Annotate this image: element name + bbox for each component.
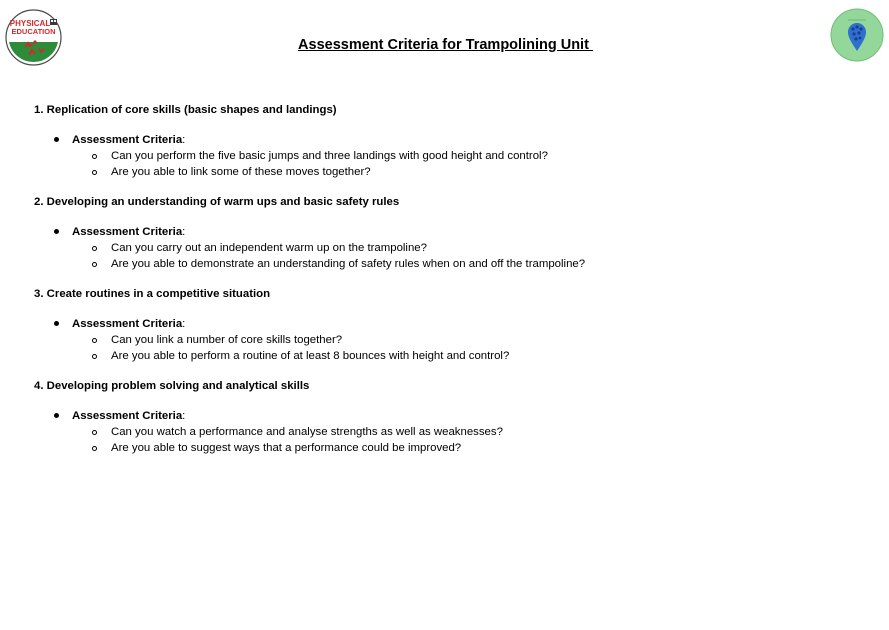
hollow-bullet-icon	[92, 338, 97, 343]
criteria-label: Assessment Criteria	[72, 410, 183, 422]
hollow-bullet-icon	[92, 246, 97, 251]
logo-line1: PHYSICAL	[9, 19, 51, 28]
hollow-bullet-icon	[92, 430, 97, 435]
bullet-dot-icon	[54, 137, 59, 142]
criteria-bullet	[34, 408, 874, 424]
criteria-colon: :	[182, 134, 186, 146]
location-pin-logo	[830, 8, 884, 62]
page-title: Assessment Criteria for Trampolining Unit	[298, 37, 593, 53]
list-item-text: Are you able to perform a routine of at least 8 bounces with height and control?	[111, 350, 510, 362]
section-3	[34, 286, 874, 364]
hollow-bullet-icon	[92, 170, 97, 175]
list-item-text: Are you able to link some of these moves together?	[111, 166, 371, 178]
hollow-bullet-icon	[92, 262, 97, 267]
list-item	[34, 240, 874, 256]
section-heading: 4. Developing problem solving and analytical skills	[34, 380, 310, 392]
criteria-bullet	[34, 132, 874, 148]
list-item-text: Can you carry out an independent warm up on the trampoline?	[111, 242, 427, 254]
hollow-bullet-icon	[92, 154, 97, 159]
criteria-colon: :	[182, 318, 186, 330]
document-body	[34, 102, 874, 470]
criteria-bullet	[34, 316, 874, 332]
section-2	[34, 194, 874, 272]
criteria-label: Assessment Criteria	[72, 318, 183, 330]
section-heading: 3. Create routines in a competitive situation	[34, 288, 271, 300]
list-item	[34, 348, 874, 364]
list-item-text: Can you perform the five basic jumps and three landings with good height and control?	[111, 150, 548, 162]
list-item-text: Are you able to suggest ways that a performance could be improved?	[111, 442, 462, 454]
list-item	[34, 148, 874, 164]
criteria-colon: :	[182, 226, 186, 238]
bullet-dot-icon	[54, 413, 59, 418]
criteria-label: Assessment Criteria	[72, 134, 183, 146]
list-item	[34, 424, 874, 440]
bullet-dot-icon	[54, 321, 59, 326]
list-item	[34, 164, 874, 180]
bullet-dot-icon	[54, 229, 59, 234]
list-item	[34, 440, 874, 456]
list-item-text: Can you watch a performance and analyse strengths as well as weaknesses?	[111, 426, 503, 438]
section-heading: 2. Developing an understanding of warm ups and basic safety rules	[34, 196, 400, 208]
list-item	[34, 332, 874, 348]
hollow-bullet-icon	[92, 446, 97, 451]
list-item-text: Are you able to demonstrate an understanding of safety rules when on and off the trampoline?	[111, 258, 586, 270]
section-heading: 1. Replication of core skills (basic shapes and landings)	[34, 104, 337, 116]
criteria-label: Assessment Criteria	[72, 226, 183, 238]
list-item-text: Can you link a number of core skills together?	[111, 334, 343, 346]
section-4	[34, 378, 874, 456]
hollow-bullet-icon	[92, 354, 97, 359]
logo-line2: EDUCATION	[11, 27, 56, 36]
section-1	[34, 102, 874, 180]
criteria-bullet	[34, 224, 874, 240]
list-item	[34, 256, 874, 272]
criteria-colon: :	[182, 410, 186, 422]
